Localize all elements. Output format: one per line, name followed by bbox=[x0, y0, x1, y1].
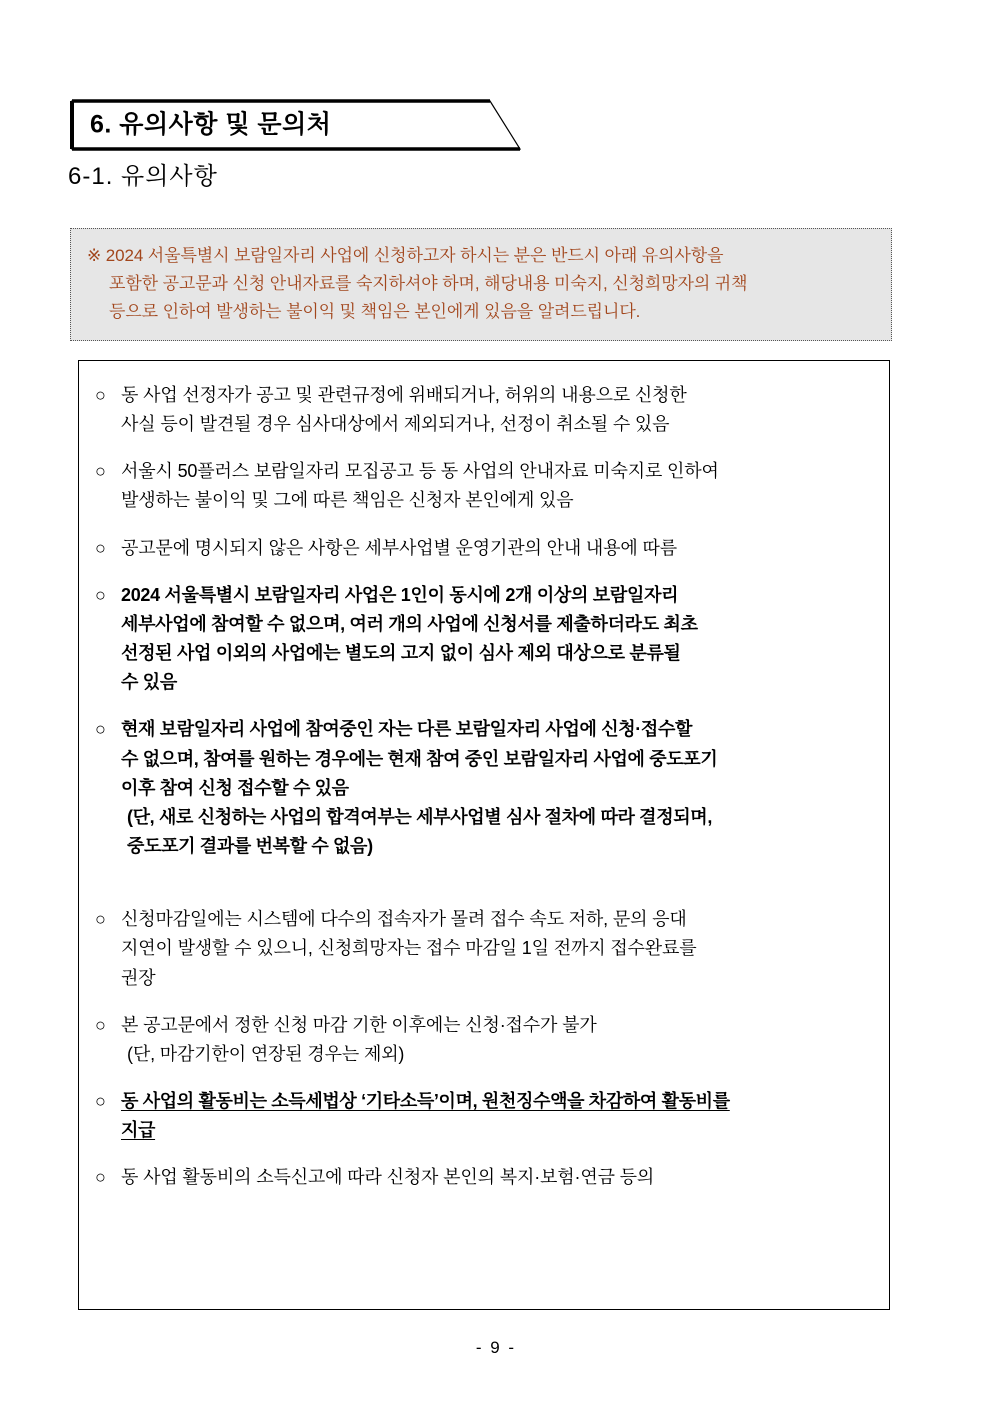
list-item-text bbox=[121, 581, 873, 698]
list-item-text bbox=[121, 381, 873, 439]
notice-box bbox=[70, 228, 892, 341]
list-item-line: 동 사업 선정자가 공고 및 관련규정에 위배되거나, 허위의 내용으로 신청한 bbox=[121, 385, 687, 405]
list-item bbox=[95, 381, 873, 439]
list-item bbox=[95, 905, 873, 992]
bullet-circle-icon: ○ bbox=[95, 1167, 106, 1188]
notice-line: ※ 2024 서울특별시 보람일자리 사업에 신청하고자 하시는 분은 반드시 아래 유의사항을 bbox=[87, 246, 724, 265]
list-item-line: 선정된 사업 이외의 사업에는 별도의 고지 없이 심사 제외 대상으로 분류될 bbox=[121, 643, 681, 664]
list-item-line: 신청마감일에는 시스템에 다수의 접속자가 몰려 접수 속도 저하, 문의 응대 bbox=[121, 909, 687, 930]
bullet-circle-icon: ○ bbox=[95, 385, 106, 405]
list-item-line: 서울시 50플러스 보람일자리 모집공고 등 동 사업의 안내자료 미숙지로 인하여 bbox=[121, 461, 719, 482]
list-item bbox=[95, 1087, 873, 1145]
bullet-circle-icon: ○ bbox=[95, 461, 106, 482]
list-item-line: 본 공고문에서 정한 신청 마감 기한 이후에는 신청·접수가 불가 bbox=[121, 1014, 597, 1035]
bullet-circle-icon: ○ bbox=[95, 909, 106, 930]
list-item bbox=[95, 581, 873, 698]
list-item-text bbox=[121, 1087, 873, 1145]
list-item-subnote: 중도포기 결과를 번복할 수 없음) bbox=[127, 836, 373, 857]
list-item-text bbox=[121, 1163, 873, 1192]
list-item-text bbox=[121, 1011, 873, 1069]
section-banner bbox=[70, 99, 522, 151]
list-item-line: 발생하는 불이익 및 그에 따른 책임은 신청자 본인에게 있음 bbox=[121, 490, 574, 511]
spacer bbox=[121, 861, 873, 887]
list-item bbox=[95, 534, 873, 563]
list-item-line: 수 있음 bbox=[121, 672, 177, 693]
list-item-text bbox=[121, 534, 873, 563]
list-item-line: 수 없으며, 참여를 원하는 경우에는 현재 참여 중인 보람일자리 사업에 중도포기 bbox=[121, 748, 718, 769]
bullet-circle-icon: ○ bbox=[95, 1014, 106, 1035]
page-title: 6. 유의사항 및 문의처 bbox=[90, 110, 332, 139]
list-item-text bbox=[121, 457, 873, 515]
notice-line: 포함한 공고문과 신청 안내자료를 숙지하셔야 하며, 해당내용 미숙지, 신청희망자의 귀책 bbox=[109, 274, 748, 294]
list-item-line: 권장 bbox=[121, 967, 156, 988]
list-item bbox=[95, 457, 873, 515]
list-item-line: 이후 참여 신청 접수할 수 있음 bbox=[121, 777, 349, 798]
list-item-line: 동 사업 활동비의 소득신고에 따라 신청자 본인의 복지·보험·연금 등의 bbox=[121, 1167, 655, 1188]
list-item-line: 동 사업의 활동비는 소득세법상 ‘기타소득’이며, 원천징수액을 차감하여 활동비를 bbox=[121, 1090, 730, 1111]
list-item-line: 사실 등이 발견될 경우 심사대상에서 제외되거나, 선정이 취소될 수 있음 bbox=[121, 414, 670, 435]
list-item-subnote: (단, 마감기한이 연장된 경우는 제외) bbox=[127, 1043, 405, 1064]
page-number: - 9 - bbox=[475, 1338, 517, 1357]
bullet-circle-icon: ○ bbox=[95, 719, 106, 740]
bullet-circle-icon: ○ bbox=[95, 584, 106, 605]
list-item bbox=[95, 715, 873, 887]
list-item-line: 2024 서울특별시 보람일자리 사업은 1인이 동시에 2개 이상의 보람일자리 bbox=[121, 584, 679, 605]
notice-line: 등으로 인하여 발생하는 불이익 및 책임은 본인에게 있음을 알려드립니다. bbox=[109, 302, 641, 322]
list-item-line: 공고문에 명시되지 않은 사항은 세부사업별 운영기관의 안내 내용에 따름 bbox=[121, 537, 677, 558]
sub-heading: 6-1. 유의사항 bbox=[68, 163, 218, 190]
notice-list-box bbox=[78, 360, 890, 1310]
list-item-line: 지급 bbox=[121, 1120, 156, 1141]
list-item-line: 세부사업에 참여할 수 없으며, 여러 개의 사업에 신청서를 제출하더라도 최초 bbox=[121, 613, 698, 634]
bullet-circle-icon: ○ bbox=[95, 537, 106, 558]
list-item bbox=[95, 1011, 873, 1069]
list-item bbox=[95, 1163, 873, 1192]
list-item-line: 현재 보람일자리 사업에 참여중인 자는 다른 보람일자리 사업에 신청·접수할 bbox=[121, 719, 693, 740]
list-item-text bbox=[121, 715, 873, 887]
list-item-line: 지연이 발생할 수 있으니, 신청희망자는 접수 마감일 1일 전까지 접수완료를 bbox=[121, 938, 697, 959]
list-item-text bbox=[121, 905, 873, 992]
list-item-subnote: (단, 새로 신청하는 사업의 합격여부는 세부사업별 심사 절차에 따라 결정되며, bbox=[127, 806, 712, 827]
bullet-circle-icon: ○ bbox=[95, 1090, 106, 1111]
